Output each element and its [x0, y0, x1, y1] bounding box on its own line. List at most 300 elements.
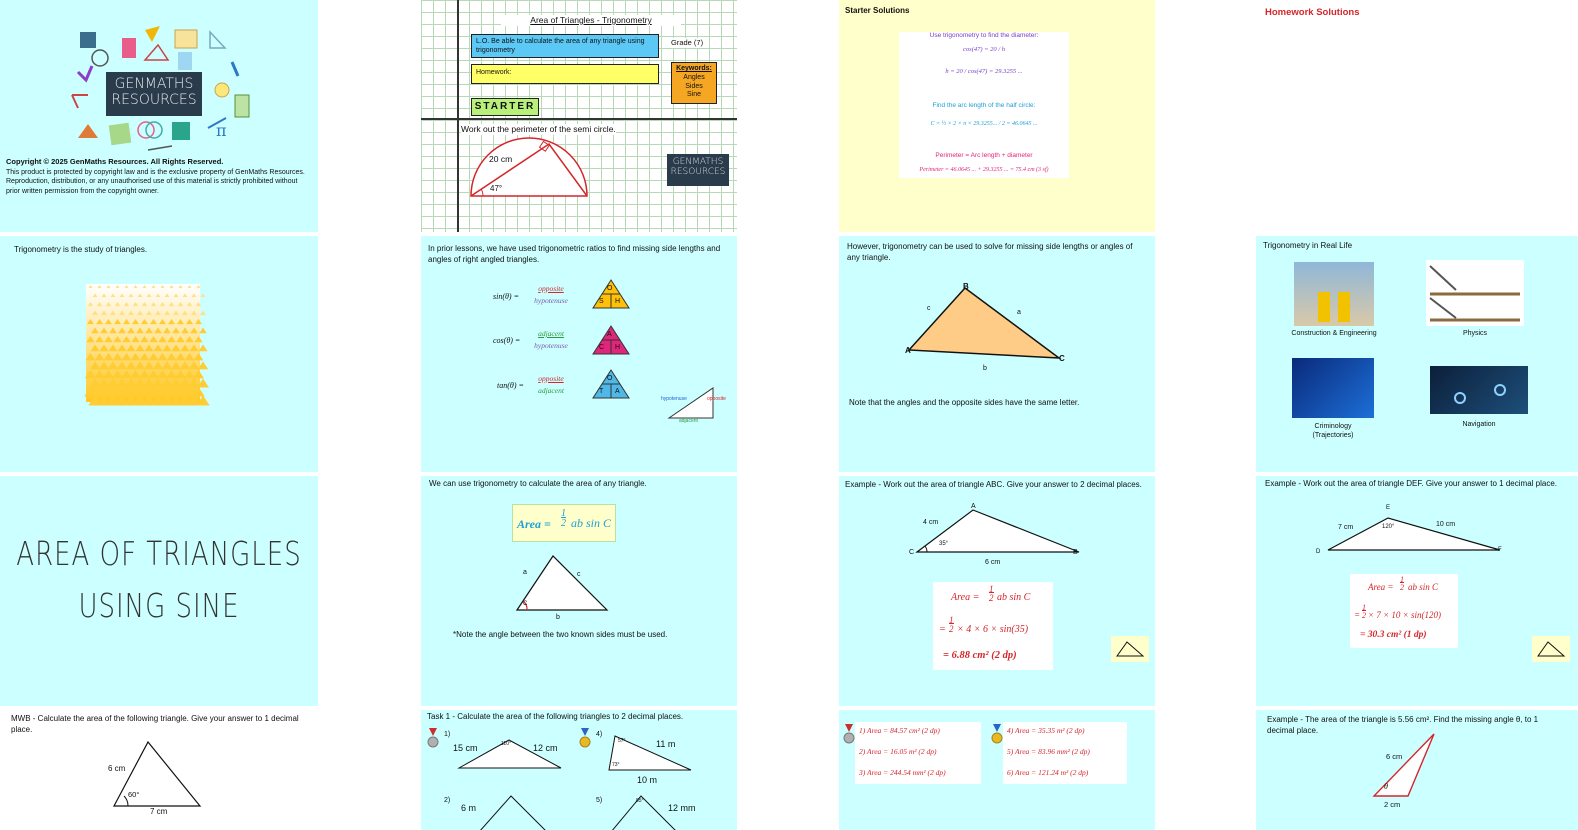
slide-section-title[interactable] — [0, 476, 318, 706]
pattern-triangle — [130, 370, 141, 378]
pattern-triangle — [108, 345, 117, 352]
slide-mwb[interactable] — [0, 710, 318, 830]
slide-missing-angle[interactable] — [1256, 710, 1578, 830]
vertex-d: D — [1316, 549, 1321, 555]
pattern-triangle — [107, 285, 111, 288]
pattern-triangle — [139, 370, 150, 378]
working-line1-rhs: ab sin C — [997, 592, 1031, 603]
pattern-triangle — [189, 362, 199, 370]
keyword-item: Sine — [686, 91, 701, 99]
pattern-triangle — [175, 370, 186, 378]
pattern-triangle — [126, 362, 136, 370]
cah-h: H — [615, 344, 621, 351]
angle-35: 35° — [939, 541, 949, 547]
soh-h: H — [615, 298, 621, 305]
side-a: a — [1017, 309, 1021, 316]
q4-side-a: 11 m — [656, 739, 676, 749]
right-triangle-diagram — [667, 386, 717, 420]
q4-angle: 57° — [618, 738, 626, 744]
pattern-triangle — [128, 311, 134, 316]
soh-o: O — [607, 285, 613, 292]
pattern-triangle — [192, 387, 205, 396]
q1-number: 1) — [444, 731, 451, 738]
pattern-triangle — [123, 319, 130, 324]
margin-line — [457, 0, 459, 232]
section-title-line2: USING SINE — [78, 588, 240, 626]
pattern-triangle — [179, 285, 183, 288]
pattern-triangle — [178, 302, 183, 306]
slide-trig-study[interactable] — [0, 236, 318, 472]
tan-numerator: opposite — [538, 374, 564, 383]
pattern-triangle — [142, 302, 147, 306]
pattern-triangle — [90, 362, 100, 370]
slide-example-abc[interactable] — [839, 476, 1155, 706]
solution-eq3: C = ½ × 2 × π × 29.3255... / 2 = 46.0645 ... — [930, 121, 1038, 127]
genmaths-logo-small — [667, 154, 729, 186]
physics-image — [1426, 260, 1524, 326]
pattern-triangle — [149, 353, 159, 360]
pattern-triangle — [117, 362, 127, 370]
pattern-triangle — [195, 319, 202, 324]
pattern-triangle — [135, 345, 144, 352]
pattern-triangle — [122, 353, 132, 360]
side-2cm: 2 cm — [1384, 800, 1401, 809]
toa-a: A — [615, 388, 620, 395]
pattern-triangle — [160, 302, 165, 306]
side-6cm: 6 cm — [1386, 752, 1403, 761]
pattern-triangle — [181, 328, 189, 334]
pattern-triangle — [129, 294, 134, 298]
grade-label: Grade (7) — [671, 38, 704, 47]
solution-step1: Use trigonometry to find the diameter: — [929, 32, 1039, 39]
pattern-triangle — [115, 302, 120, 306]
triangle-pattern-overlay — [86, 284, 200, 402]
answers-left-panel — [855, 722, 981, 784]
pattern-triangle — [87, 319, 94, 324]
working-line1-lhs: Area = — [1368, 582, 1394, 592]
vertex-f: F — [1498, 547, 1502, 553]
pattern-triangle — [133, 302, 138, 306]
missing-angle-text: Example - The area of the triangle is 5.56 cm². Find the missing angle θ, to 1 decimal place. — [1267, 715, 1539, 735]
pattern-triangle — [96, 319, 103, 324]
pattern-triangle — [113, 336, 121, 342]
pattern-triangle — [144, 362, 154, 370]
q2-triangle — [477, 794, 557, 830]
gold-medal-icon — [991, 724, 1003, 746]
pattern-triangle — [108, 362, 118, 370]
sin-numerator: opposite — [538, 284, 564, 293]
pattern-triangle — [104, 336, 112, 342]
slide-real-life[interactable] — [1256, 236, 1578, 472]
sin-lhs: sin(θ) = — [493, 292, 519, 301]
pattern-triangle — [167, 336, 175, 342]
pattern-triangle — [193, 370, 204, 378]
starter-solutions-title: Starter Solutions — [845, 6, 910, 15]
example-abc-text: Example - Work out the area of triangle ABC. Give your answer to 2 decimal places. — [845, 480, 1142, 489]
q5-side-a: 12 mm — [668, 803, 696, 813]
pattern-triangle — [171, 345, 180, 352]
answer-item: 6) Area = 121.24 m² (2 dp) — [1007, 768, 1089, 777]
cah-a: A — [607, 331, 612, 338]
pattern-triangle — [182, 311, 188, 316]
answer-item: 3) Area = 244.54 mm² (2 dp) — [859, 768, 946, 777]
working-line1-rhs: ab sin C — [1408, 582, 1439, 592]
pattern-triangle — [197, 285, 201, 288]
pattern-triangle — [156, 294, 161, 298]
pattern-triangle — [192, 294, 197, 298]
pattern-triangle — [86, 336, 94, 342]
working-half: 1 2 — [949, 615, 954, 634]
pattern-triangle — [196, 396, 209, 406]
pattern-triangle — [149, 336, 157, 342]
label-hypotenuse: hypotenuse — [661, 396, 687, 402]
pattern-triangle — [170, 285, 174, 288]
learning-objective: L.O. Be able to calculate the area of any triangle using trigonometry — [471, 34, 659, 58]
pattern-triangle — [155, 311, 161, 316]
starter-label: STARTER — [471, 98, 539, 116]
pattern-triangle — [185, 353, 195, 360]
angle-c: C — [523, 601, 528, 607]
silver-medal-icon — [427, 728, 439, 750]
slide-prior-lessons[interactable] — [421, 236, 737, 472]
pattern-triangle — [186, 319, 193, 324]
slide-area-formula[interactable] — [421, 476, 737, 706]
genmaths-logo — [106, 72, 202, 116]
q4-side-b: 10 m — [637, 775, 658, 785]
angle-120: 120° — [1382, 524, 1395, 530]
side-b: b — [983, 365, 987, 372]
pattern-triangle — [113, 353, 123, 360]
sin-denominator: hypotenuse — [534, 296, 568, 305]
pattern-triangle — [131, 336, 139, 342]
pattern-triangle — [177, 319, 184, 324]
answer-item: 5) Area = 83.96 mm² (2 dp) — [1007, 747, 1090, 756]
pattern-triangle — [153, 362, 163, 370]
triangle-thumbnail — [1111, 636, 1149, 662]
logo-line1: GENMATHS — [672, 157, 724, 167]
keyword-item: Angles — [683, 73, 705, 81]
pattern-triangle — [100, 328, 108, 334]
logo-line1: GENMATHS — [114, 76, 194, 92]
gold-medal-icon — [579, 728, 591, 750]
pattern-triangle — [136, 328, 144, 334]
theta-label: θ — [1384, 782, 1388, 791]
criminology-image — [1292, 358, 1374, 418]
pattern-triangle — [94, 370, 105, 378]
pattern-triangle — [91, 328, 99, 334]
starter-task: Work out the perimeter of the semi circle. — [461, 124, 616, 134]
pattern-triangle — [88, 302, 93, 306]
construction-image — [1294, 262, 1374, 326]
area-formula-note: *Note the angle between the two known sides must be used. — [453, 630, 668, 639]
header-line — [421, 118, 737, 120]
pattern-triangle — [121, 370, 132, 378]
answer-item: 4) Area = 35.35 m² (2 dp) — [1007, 726, 1085, 735]
pattern-triangle — [143, 285, 147, 288]
q5-angle: 85° — [636, 798, 644, 804]
pattern-triangle — [119, 311, 125, 316]
semicircle-angle-label: 47° — [490, 184, 503, 193]
slide-answers[interactable] — [839, 710, 1155, 830]
pattern-triangle — [148, 370, 159, 378]
vertex-c: C — [909, 549, 915, 556]
pattern-triangle — [145, 328, 153, 334]
pattern-triangle — [151, 302, 156, 306]
pattern-triangle — [116, 285, 120, 288]
toa-o: O — [607, 375, 613, 382]
side-4cm: 4 cm — [923, 519, 939, 526]
pattern-triangle — [111, 294, 116, 298]
pattern-triangle — [141, 319, 148, 324]
solutions-panel — [899, 32, 1069, 178]
mwb-side-7cm: 7 cm — [150, 807, 168, 816]
pattern-triangle — [120, 294, 125, 298]
pattern-triangle — [180, 362, 190, 370]
pattern-triangle — [187, 302, 192, 306]
real-life-item: Navigation — [1462, 421, 1496, 428]
section-title-line1: AREA OF TRIANGLES — [16, 536, 302, 574]
trig-study-text: Trigonometry is the study of triangles. — [14, 245, 148, 254]
pattern-triangle — [176, 353, 186, 360]
label-adjacent: adjacent — [679, 418, 698, 424]
tan-lhs: tan(θ) = — [497, 381, 524, 390]
pattern-triangle — [153, 345, 162, 352]
working-half: 1 2 — [1362, 603, 1366, 620]
slide-homework-solutions[interactable] — [1258, 0, 1578, 232]
area-formula-text: We can use trigonometry to calculate the area of any triangle. — [429, 479, 647, 488]
q4-angle2: 73° — [612, 762, 620, 768]
pattern-triangle — [99, 345, 108, 352]
pattern-triangle — [150, 319, 157, 324]
pattern-triangle — [199, 328, 207, 334]
pattern-triangle — [154, 328, 162, 334]
cos-denominator: hypotenuse — [534, 341, 568, 350]
pattern-triangle — [146, 311, 152, 316]
pattern-triangle — [103, 370, 114, 378]
pattern-triangle — [168, 319, 175, 324]
q5-number: 5) — [596, 797, 603, 804]
pattern-triangle — [101, 311, 107, 316]
pattern-triangle — [110, 311, 116, 316]
pattern-triangle — [109, 328, 117, 334]
triangle-abc-example — [915, 506, 1085, 556]
pattern-triangle — [169, 302, 174, 306]
lesson-title: Area of Triangles - Trigonometry — [501, 15, 681, 26]
pattern-triangle — [99, 362, 109, 370]
pattern-triangle — [104, 353, 114, 360]
prior-lessons-text: In prior lessons, we have used trigonometric ratios to find missing side lengths and angles of right angled triangles. — [428, 244, 721, 264]
answer-item: 2) Area = 16.05 m² (2 dp) — [859, 747, 937, 756]
slide-example-def[interactable] — [1256, 476, 1578, 706]
example-abc-working — [933, 582, 1053, 670]
pattern-triangle — [135, 362, 145, 370]
cah-c: C — [599, 344, 605, 351]
pattern-triangle — [134, 285, 138, 288]
copyright-body: This product is protected by copyright law and is the exclusive property of GenMaths Resources. Reproduction, distribution, or any unauthorised use of this material is strictly prohibited without prior written permission from the copyright owner. — [6, 169, 305, 195]
pattern-triangle — [190, 328, 198, 334]
svg-text:π: π — [216, 121, 227, 140]
working-answer: = 30.3 cm² (1 dp) — [1360, 630, 1427, 640]
toa-triangle — [591, 368, 631, 400]
pattern-triangle — [194, 336, 202, 342]
pattern-triangle — [112, 370, 123, 378]
working-equals: = — [939, 624, 946, 635]
pattern-triangle — [132, 319, 139, 324]
pattern-triangle — [184, 370, 195, 378]
pattern-triangle — [163, 328, 171, 334]
pattern-triangle — [114, 319, 121, 324]
vertex-c: C — [1059, 354, 1065, 363]
pattern-triangle — [118, 328, 126, 334]
pattern-triangle — [164, 311, 170, 316]
pattern-triangle — [189, 345, 198, 352]
example-def-text: Example - Work out the area of triangle DEF. Give your answer to 1 decimal place. — [1265, 479, 1557, 488]
pattern-triangle — [165, 294, 170, 298]
pattern-triangle — [183, 294, 188, 298]
pattern-triangle — [185, 336, 193, 342]
q1-angle: 110° — [501, 741, 511, 747]
formula-lhs: Area = — [517, 517, 551, 531]
q2-number: 2) — [444, 797, 451, 804]
vertex-b: B — [963, 282, 969, 291]
q1-side-a: 15 cm — [453, 743, 478, 753]
pattern-triangle — [124, 302, 129, 306]
pattern-triangle — [137, 311, 143, 316]
formula-rhs: ab sin C — [571, 516, 612, 530]
toa-t: T — [599, 388, 604, 395]
pattern-triangle — [144, 345, 153, 352]
pattern-triangle — [180, 345, 189, 352]
semicircle-side-label: 20 cm — [489, 154, 513, 164]
pattern-triangle — [127, 328, 135, 334]
pattern-triangle — [171, 362, 181, 370]
solution-step3: Perimeter = Arc length + diameter — [935, 152, 1033, 159]
cos-numerator: adjacent — [538, 329, 564, 338]
pattern-triangle — [191, 311, 197, 316]
real-life-item: Criminology (Trajectories) — [1312, 423, 1354, 440]
working-half: 1 2 — [989, 584, 994, 603]
answer-item: 1) Area = 84.57 cm² (2 dp) — [859, 726, 940, 735]
pattern-triangle — [95, 336, 103, 342]
slide-title[interactable] — [0, 0, 318, 232]
any-triangle-text: However, trigonometry can be used to solve for missing side lengths or angles of any triangle. — [847, 242, 1133, 262]
working-line1-lhs: Area = — [951, 592, 980, 603]
pattern-triangle — [93, 294, 98, 298]
pattern-triangle — [95, 353, 105, 360]
slide-starter-solutions[interactable] — [839, 0, 1155, 232]
pattern-triangle — [97, 302, 102, 306]
area-formula-box — [512, 504, 616, 542]
pattern-triangle — [92, 311, 98, 316]
mwb-text: MWB - Calculate the area of the following triangle. Give your answer to 1 decimal place. — [11, 714, 299, 734]
pattern-triangle — [131, 353, 141, 360]
keyword-item: Sides — [685, 82, 703, 90]
cah-triangle — [591, 324, 631, 356]
pattern-triangle — [196, 302, 201, 306]
vertex-e: E — [1386, 505, 1391, 511]
pattern-triangle — [161, 285, 165, 288]
silver-medal-icon — [843, 724, 855, 746]
task1-text: Task 1 - Calculate the area of the following triangles to 2 decimal places. — [427, 712, 684, 721]
side-6cm: 6 cm — [985, 559, 1001, 566]
pattern-triangle — [147, 294, 152, 298]
keywords-box — [671, 62, 717, 104]
vertex-a: A — [971, 503, 976, 510]
q2-side-a: 6 m — [461, 803, 477, 813]
tan-denominator: adjacent — [538, 386, 564, 395]
slide-task1[interactable] — [421, 710, 737, 830]
mwb-side-6cm: 6 cm — [108, 764, 126, 773]
pattern-triangle — [85, 370, 96, 378]
real-life-item: Physics — [1462, 330, 1488, 337]
pattern-triangle — [194, 353, 204, 360]
logo-line2: RESOURCES — [670, 167, 726, 177]
working-line2: × 7 × 10 × sin(120) — [1368, 610, 1441, 620]
triangle-abc-diagram — [905, 284, 1065, 364]
navigation-image — [1430, 366, 1528, 414]
pattern-triangle — [117, 345, 126, 352]
side-7cm: 7 cm — [1338, 524, 1354, 531]
pattern-triangle — [106, 302, 111, 306]
pattern-triangle — [197, 379, 209, 388]
cos-lhs: cos(θ) = — [493, 336, 521, 345]
side-b: b — [556, 614, 560, 621]
homework-solutions-title: Homework Solutions — [1265, 7, 1360, 18]
logo-line2: RESOURCES — [111, 92, 197, 108]
solution-eq2: h = 20 / cos(47) = 29.3255 ... — [945, 68, 1023, 75]
slide-lesson-intro[interactable] — [421, 0, 737, 232]
pattern-triangle — [188, 285, 192, 288]
pattern-triangle — [176, 336, 184, 342]
pattern-triangle — [200, 311, 206, 316]
pattern-triangle — [198, 362, 208, 370]
answers-right-panel — [1003, 722, 1127, 784]
triangle-thumbnail — [1532, 636, 1570, 662]
solution-step2: Find the arc length of the half circle: — [932, 102, 1036, 109]
pattern-triangle — [98, 285, 102, 288]
example-def-working — [1350, 574, 1458, 648]
vertex-a: A — [905, 346, 911, 355]
pattern-triangle — [125, 285, 129, 288]
pattern-triangle — [140, 353, 150, 360]
pattern-triangle — [162, 345, 171, 352]
pattern-triangle — [158, 336, 166, 342]
pattern-triangle — [138, 294, 143, 298]
pattern-triangle — [158, 353, 168, 360]
q4-number: 4) — [596, 731, 603, 738]
real-life-item: Construction & Engineering — [1291, 330, 1377, 337]
slide-any-triangle[interactable] — [839, 236, 1155, 472]
keywords-title: Keywords: — [676, 65, 712, 72]
pattern-triangle — [201, 294, 206, 298]
working-line2: × 4 × 6 × sin(35) — [957, 624, 1029, 635]
pattern-triangle — [105, 319, 112, 324]
side-c: c — [927, 305, 931, 312]
pattern-triangle — [89, 285, 93, 288]
pattern-triangle — [157, 370, 168, 378]
solution-eq4: Perimeter = 46.0645 ... + 29.3255 ... = 75.4 cm (3 sf) — [919, 167, 1049, 173]
missing-angle-triangle — [1368, 732, 1438, 802]
pattern-triangle — [126, 345, 135, 352]
homework-bar: Homework: — [471, 64, 659, 84]
soh-triangle — [591, 278, 631, 310]
pattern-triangle — [167, 353, 177, 360]
label-opposite: opposite — [707, 396, 726, 402]
pattern-triangle — [173, 311, 179, 316]
side-c: c — [577, 571, 581, 578]
real-life-title: Trigonometry in Real Life — [1263, 241, 1353, 250]
vertex-b: B — [1073, 549, 1078, 556]
